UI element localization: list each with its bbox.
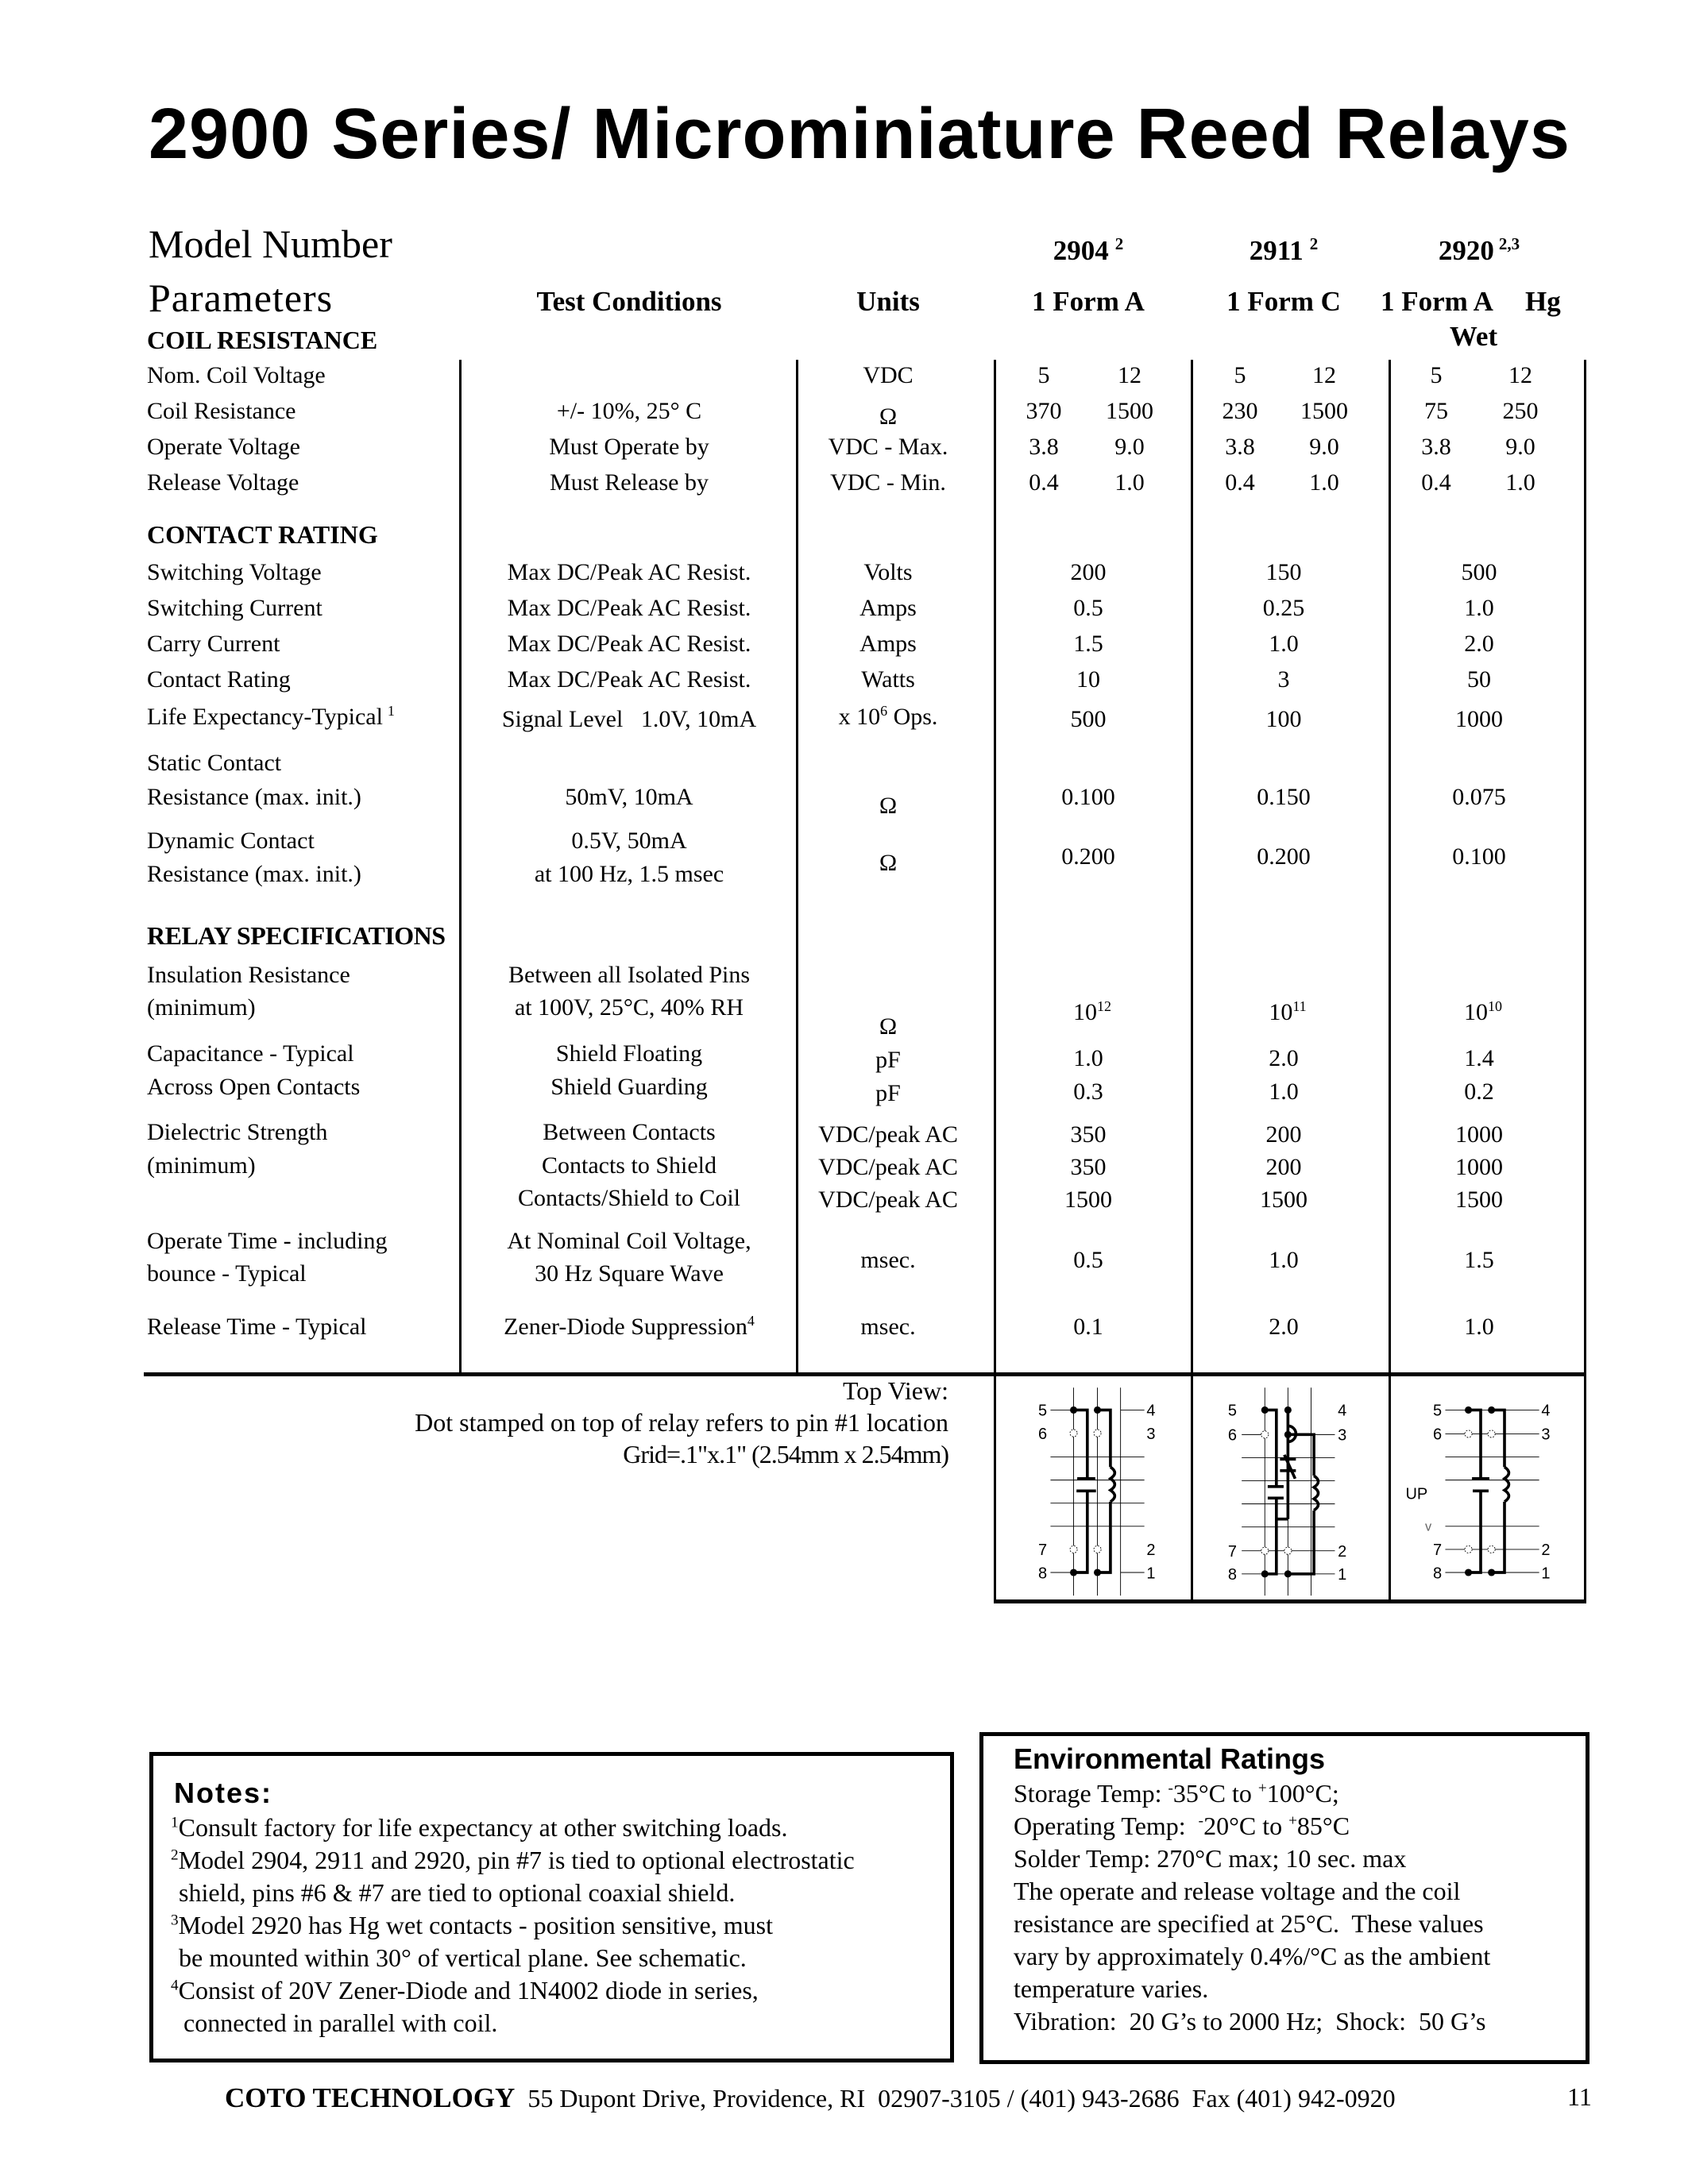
svg-text:7: 7 — [1433, 1542, 1443, 1560]
param-label: Release Voltage — [147, 469, 299, 496]
param-label: Nom. Coil Voltage — [147, 362, 326, 388]
condition-value: 50mV, 10mA — [565, 784, 693, 810]
value-2920-12v: 250 — [1502, 398, 1539, 424]
unit-value: VDC/peak AC — [818, 1154, 958, 1180]
value-2904-5v: 0.4 — [1029, 469, 1059, 496]
value-2920: 0.100 — [1452, 843, 1506, 870]
value-2904: 350 — [1070, 1121, 1107, 1148]
value-2920-12v: 12 — [1508, 362, 1532, 388]
svg-text:7: 7 — [1038, 1542, 1048, 1560]
svg-text:6: 6 — [1227, 1426, 1238, 1445]
unit-value: Ω — [879, 403, 898, 430]
section-coil-resistance: COIL RESISTANCE — [147, 326, 378, 354]
value-2904-5v: 5 — [1037, 362, 1050, 388]
value-2911: 1.0 — [1269, 631, 1299, 657]
condition-value: Contacts/Shield to Coil — [517, 1185, 741, 1211]
value-2911: 1500 — [1260, 1187, 1308, 1213]
value-2904: 0.100 — [1061, 784, 1115, 810]
value-2911-5v: 3.8 — [1225, 434, 1255, 460]
svg-text:3: 3 — [1541, 1426, 1551, 1444]
svg-text:8: 8 — [1038, 1565, 1048, 1583]
value-2920-5v: 3.8 — [1421, 434, 1451, 460]
value-2920: 1000 — [1455, 706, 1503, 732]
value-2911-5v: 0.4 — [1225, 469, 1255, 496]
note-3-cont: be mounted within 30° of vertical plane. See schematic. — [179, 1943, 747, 1972]
value-2904-12v: 12 — [1118, 362, 1141, 388]
param-label: Carry Current — [147, 631, 280, 657]
value-2904-5v: 370 — [1026, 398, 1062, 424]
value-2911-12v: 12 — [1312, 362, 1336, 388]
value-2904: 1.0 — [1073, 1045, 1103, 1071]
solder-temp: Solder Temp: 270°C max; 10 sec. max — [1014, 1844, 1407, 1873]
value-2904-12v: 9.0 — [1114, 434, 1145, 460]
svg-text:5: 5 — [1433, 1402, 1443, 1420]
value-2911: 1.0 — [1269, 1247, 1299, 1273]
value-2911: 2.0 — [1269, 1314, 1299, 1340]
top-view-label: Top View: — [842, 1376, 948, 1405]
value-2911-12v: 1500 — [1300, 398, 1348, 424]
value-2920: 500 — [1461, 559, 1497, 585]
condition-value: Max DC/Peak AC Resist. — [507, 595, 751, 621]
svg-text:2: 2 — [1541, 1542, 1551, 1560]
notes-box — [149, 1752, 954, 2062]
value-2920: 0.2 — [1464, 1078, 1494, 1105]
value-2920: 1.0 — [1464, 1314, 1494, 1340]
column-divider — [459, 360, 462, 1375]
value-2904: 350 — [1070, 1154, 1107, 1180]
unit-value: x $10^6$ Ops. — [838, 703, 938, 730]
value-2911: 1.0 — [1269, 1078, 1299, 1105]
value-2911: 3 — [1277, 666, 1290, 693]
storage-temp: Storage Temp: -35°C to +100°C; — [1014, 1779, 1339, 1808]
note-3: $^3$Model 2920 has Hg wet contacts - position sensitive, must — [171, 1911, 773, 1939]
model-2920-form-hg: Hg — [1525, 286, 1561, 317]
condition-value: Max DC/Peak AC Resist. — [507, 559, 751, 585]
env-paragraph-line: vary by approximately 0.4%/°C as the ambient — [1014, 1942, 1491, 1970]
condition-value: +/- 10%, 25° C — [556, 398, 702, 424]
footer — [225, 2082, 1396, 2114]
value-2904: 1.5 — [1073, 631, 1103, 657]
svg-text:6: 6 — [1433, 1426, 1443, 1444]
param-label: Life Expectancy-Typical $^1$ — [147, 703, 395, 730]
param-label: Operate Time - including — [147, 1228, 388, 1254]
unit-value: Ω — [879, 1013, 898, 1040]
param-label: Dielectric Strength — [147, 1119, 328, 1145]
svg-text:1: 1 — [1146, 1565, 1156, 1583]
condition-value: Shield Guarding — [550, 1074, 708, 1100]
model-2920-form: 1 Form A — [1381, 286, 1493, 317]
condition-value-line2: at 100 Hz, 1.5 msec — [534, 861, 724, 887]
value-2904-12v: 1500 — [1106, 398, 1153, 424]
top-view-dot-note: Dot stamped on top of relay refers to pin #1 location — [415, 1408, 948, 1437]
value-2904: $10^{12}$ — [1073, 998, 1111, 1025]
unit-value: Amps — [859, 631, 917, 657]
model-2904-form: 1 Form A — [1032, 286, 1145, 317]
page-number: 11 — [1567, 2082, 1592, 2111]
param-label-line2: Resistance (max. init.) — [147, 861, 361, 887]
svg-text:2: 2 — [1338, 1543, 1347, 1561]
condition-value: At Nominal Coil Voltage, — [507, 1228, 751, 1254]
unit-value: VDC — [863, 362, 914, 388]
param-label-line2: (minimum) — [147, 994, 256, 1021]
unit-value: VDC - Min. — [830, 469, 946, 496]
schematic-2904-icon — [995, 1366, 1192, 1604]
value-2920: 1.5 — [1464, 1247, 1494, 1273]
svg-text:4: 4 — [1146, 1402, 1156, 1420]
units-header: Units — [856, 286, 920, 317]
value-2911: 2.0 — [1269, 1045, 1299, 1071]
model-2920-form-wet: Wet — [1449, 321, 1498, 352]
condition-value: Must Release by — [550, 469, 709, 496]
condition-value: Shield Floating — [555, 1040, 703, 1067]
svg-text:v: v — [1425, 1519, 1432, 1534]
value-2904: 0.5 — [1073, 595, 1103, 621]
param-label: Dynamic Contact — [147, 828, 315, 854]
condition-value: Max DC/Peak AC Resist. — [507, 631, 751, 657]
svg-text:2: 2 — [1146, 1542, 1156, 1560]
value-2920: 1000 — [1455, 1121, 1503, 1148]
value-2920-12v: 9.0 — [1505, 434, 1535, 460]
top-view-grid-note: Grid=.1"x.1" (2.54mm x 2.54mm) — [623, 1440, 948, 1468]
value-2904: 0.3 — [1073, 1078, 1103, 1105]
schematic-2911-icon — [1192, 1366, 1389, 1604]
svg-text:1: 1 — [1541, 1565, 1551, 1583]
value-2920-5v: 5 — [1430, 362, 1443, 388]
svg-text:6: 6 — [1038, 1425, 1048, 1443]
value-2904: 200 — [1070, 559, 1107, 585]
value-2904: 500 — [1070, 706, 1107, 732]
model-number-label: Model Number — [149, 222, 392, 266]
unit-value: msec. — [860, 1314, 916, 1340]
unit-value: pF — [875, 1047, 901, 1073]
svg-text:4: 4 — [1541, 1402, 1551, 1420]
value-2911: 0.200 — [1257, 843, 1311, 870]
environmental-title: Environmental Ratings — [1014, 1742, 1326, 1775]
unit-value: VDC - Max. — [828, 434, 948, 460]
param-label: Contact Rating — [147, 666, 291, 693]
param-label: Switching Voltage — [147, 559, 322, 585]
condition-value: Contacts to Shield — [542, 1152, 717, 1179]
value-2904: 0.5 — [1073, 1247, 1103, 1273]
column-divider — [796, 360, 798, 1375]
param-label: Insulation Resistance — [147, 962, 350, 988]
unit-value: Ω — [879, 850, 898, 876]
condition-value: Between Contacts — [543, 1119, 716, 1145]
unit-value: Volts — [863, 559, 913, 585]
unit-value: Watts — [861, 666, 915, 693]
value-2904: 0.1 — [1073, 1314, 1103, 1340]
operating-temp: Operating Temp: -20°C to +85°C — [1014, 1812, 1350, 1840]
condition-value: 0.5V, 50mA — [571, 828, 687, 854]
unit-value: Amps — [859, 595, 917, 621]
param-label-line2: bounce - Typical — [147, 1260, 307, 1287]
condition-value: Signal Level 1.0V, 10mA — [501, 706, 757, 732]
value-2920: $10^{10}$ — [1464, 998, 1502, 1025]
param-label: Release Time - Typical — [147, 1314, 367, 1340]
value-2920: 0.075 — [1452, 784, 1506, 810]
value-2920: 1000 — [1455, 1154, 1503, 1180]
value-2920-5v: 75 — [1424, 398, 1448, 424]
env-paragraph-line: The operate and release voltage and the coil — [1014, 1877, 1461, 1905]
value-2920: 2.0 — [1464, 631, 1494, 657]
value-2911: 100 — [1265, 706, 1302, 732]
parameters-label: Parameters — [149, 276, 334, 320]
vibration-shock: Vibration: 20 G’s to 2000 Hz; Shock: 50 G’s — [1014, 2007, 1486, 2035]
environmental-ratings-box — [979, 1732, 1590, 2064]
svg-text:4: 4 — [1338, 1402, 1347, 1420]
value-2904-5v: 3.8 — [1029, 434, 1059, 460]
svg-text:UP: UP — [1405, 1485, 1428, 1503]
value-2911: 200 — [1265, 1154, 1302, 1180]
unit-value: Ω — [879, 793, 898, 819]
svg-text:5: 5 — [1227, 1402, 1238, 1420]
condition-value: Max DC/Peak AC Resist. — [507, 666, 751, 693]
svg-text:8: 8 — [1227, 1566, 1238, 1584]
svg-text:3: 3 — [1146, 1425, 1156, 1443]
value-2911: $10^{11}$ — [1269, 998, 1307, 1025]
company-name: COTO TECHNOLOGY — [225, 2082, 516, 2113]
value-2904: 0.200 — [1061, 843, 1115, 870]
param-label-line2: (minimum) — [147, 1152, 256, 1179]
notes-title: Notes: — [174, 1777, 273, 1809]
svg-text:7: 7 — [1227, 1543, 1238, 1561]
env-paragraph-line: temperature varies. — [1014, 1974, 1209, 2003]
condition-value: Zener-Diode Suppression$^4$ — [504, 1313, 755, 1340]
svg-text:1: 1 — [1338, 1566, 1347, 1584]
page-title: 2900 Series/ Microminiature Reed Relays — [149, 95, 1570, 174]
value-2911-12v: 1.0 — [1309, 469, 1339, 496]
model-2904-header: 2904 $^2$ — [1053, 234, 1124, 266]
note-2-cont: shield, pins #6 & #7 are tied to optional coaxial shield. — [179, 1878, 736, 1907]
unit-value: pF — [875, 1080, 901, 1106]
value-2911-12v: 9.0 — [1309, 434, 1339, 460]
note-2: $^2$Model 2904, 2911 and 2920, pin #7 is tied to optional electrostatic — [171, 1846, 855, 1874]
value-2920: 1.0 — [1464, 595, 1494, 621]
value-2911-5v: 5 — [1234, 362, 1246, 388]
test-conditions-header: Test Conditions — [536, 286, 722, 317]
param-label: Operate Voltage — [147, 434, 300, 460]
condition-value-line2: at 100V, 25°C, 40% RH — [514, 994, 744, 1021]
section-contact-rating: CONTACT RATING — [147, 520, 378, 549]
value-2920: 50 — [1467, 666, 1491, 693]
param-label-line2: Resistance (max. init.) — [147, 784, 361, 810]
schematic-2920-icon — [1390, 1366, 1587, 1604]
param-label: Switching Current — [147, 595, 323, 621]
unit-value: VDC/peak AC — [818, 1187, 958, 1213]
svg-text:5: 5 — [1038, 1402, 1048, 1420]
value-2920: 1.4 — [1464, 1045, 1494, 1071]
value-2911: 200 — [1265, 1121, 1302, 1148]
param-label: Capacitance - Typical — [147, 1040, 354, 1067]
unit-value: msec. — [860, 1247, 916, 1273]
unit-value: VDC/peak AC — [818, 1121, 958, 1148]
model-2911-header: 2911 $^2$ — [1249, 234, 1319, 266]
condition-value: Must Operate by — [549, 434, 709, 460]
section-relay-specifications: RELAY SPECIFICATIONS — [147, 921, 446, 950]
svg-text:3: 3 — [1338, 1426, 1347, 1445]
value-2911-5v: 230 — [1222, 398, 1258, 424]
value-2911: 0.25 — [1262, 595, 1305, 621]
value-2904: 1500 — [1064, 1187, 1112, 1213]
company-address: 55 Dupont Drive, Providence, RI 02907-3105 / (401) 943-2686 Fax (401) 942-0920 — [527, 2084, 1396, 2113]
env-paragraph-line: resistance are specified at 25°C. These values — [1014, 1909, 1484, 1938]
value-2920: 1500 — [1455, 1187, 1503, 1213]
param-label: Coil Resistance — [147, 398, 296, 424]
condition-value: Between all Isolated Pins — [508, 962, 751, 988]
param-label: Static Contact — [147, 750, 282, 776]
note-1: $^1$Consult factory for life expectancy at other switching loads. — [171, 1813, 788, 1842]
value-2911: 150 — [1265, 559, 1302, 585]
condition-value-line2: 30 Hz Square Wave — [535, 1260, 724, 1287]
model-2920-header: 2920 $^{2,3}$ — [1438, 234, 1520, 266]
value-2920-12v: 1.0 — [1505, 469, 1535, 496]
value-2904-12v: 1.0 — [1114, 469, 1145, 496]
model-2911-form: 1 Form C — [1226, 286, 1341, 317]
param-label-line2: Across Open Contacts — [147, 1074, 361, 1100]
value-2920-5v: 0.4 — [1421, 469, 1451, 496]
svg-text:8: 8 — [1433, 1565, 1443, 1583]
value-2904: 10 — [1076, 666, 1100, 693]
note-4-cont: connected in parallel with coil. — [183, 2008, 498, 2037]
value-2911: 0.150 — [1257, 784, 1311, 810]
note-4: $^4$Consist of 20V Zener-Diode and 1N4002 diode in series, — [171, 1976, 759, 2005]
